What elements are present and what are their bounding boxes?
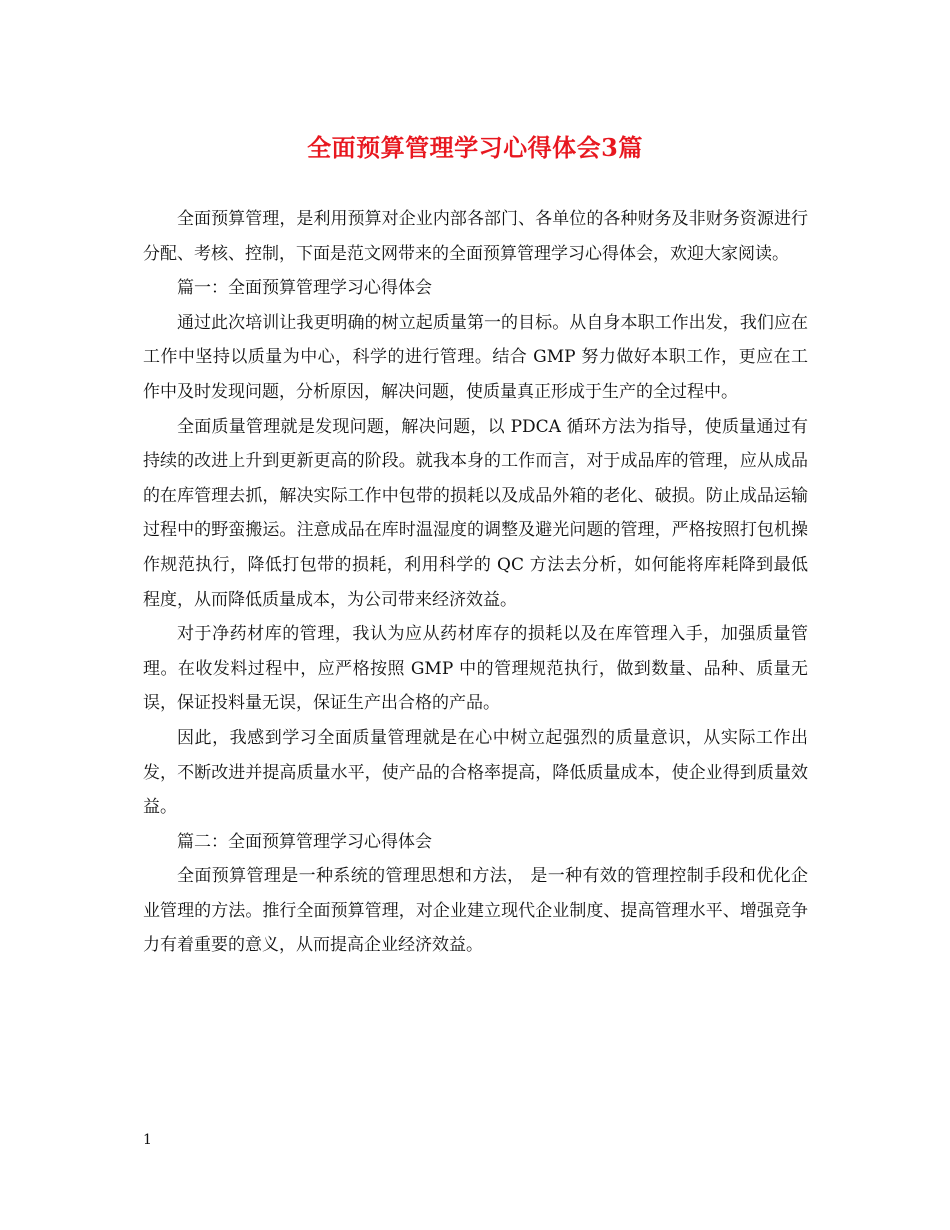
body-paragraph: 对于净药材库的管理，我认为应从药材库存的损耗以及在库管理入手，加强质量管理。在收发料过程中，应严格按照 GMP 中的管理规范执行，做到数量、品种、质量无误，保证投料量无误，保证生产出合格的产品。: [143, 624, 808, 714]
document-body: [143, 202, 808, 963]
section-heading-part-one: 篇一：全面预算管理学习心得体会: [177, 278, 432, 299]
page-number: 1: [143, 1132, 152, 1148]
document-title: 全面预算管理学习心得体会3篇: [307, 133, 643, 162]
body-paragraph: 因此，我感到学习全面质量管理就是在心中树立起强烈的质量意识，从实际工作出发，不断改进并提高质量水平，使产品的合格率提高，降低质量成本，使企业得到质量效益。: [143, 727, 808, 818]
intro-paragraph: 全面预算管理，是利用预算对企业内部各部门、各单位的各种财务及非财务资源进行分配、考核、控制，下面是范文网带来的全面预算管理学习心得体会，欢迎大家阅读。: [143, 209, 808, 264]
body-paragraph: 全面预算管理是一种系统的管理思想和方法， 是一种有效的管理控制手段和优化企业管理的方法。推行全面预算管理，对企业建立现代企业制度、提高管理水平、增强竞争力有着重要的意义，从而提高企业经济效益。: [143, 866, 808, 956]
body-paragraph: 通过此次培训让我更明确的树立起质量第一的目标。从自身本职工作出发，我们应在工作中坚持以质量为中心，科学的进行管理。结合 GMP 努力做好本职工作，更应在工作中及时发现问题，分析原因，解决问题，使质量真正形成于生产的全过程中。: [143, 312, 808, 402]
section-heading-part-two: 篇二：全面预算管理学习心得体会: [177, 831, 432, 852]
body-paragraph: 全面质量管理就是发现问题，解决问题，以 PDCA 循环方法为指导，使质量通过有持续的改进上升到更新更高的阶段。就我本身的工作而言，对于成品库的管理，应从成品的在库管理去抓，解决实际工作中包带的损耗以及成品外箱的老化、破损。防止成品运输过程中的野蛮搬运。注意成品在库时温湿度的调整及避光问题的管理，严格按照打包机操作规范执行，降低打包带的损耗，利用科学的 QC 方法去分析，如何能将库耗降到最低程度，从而降低质量成本，为公司带来经济效益。: [143, 416, 808, 610]
